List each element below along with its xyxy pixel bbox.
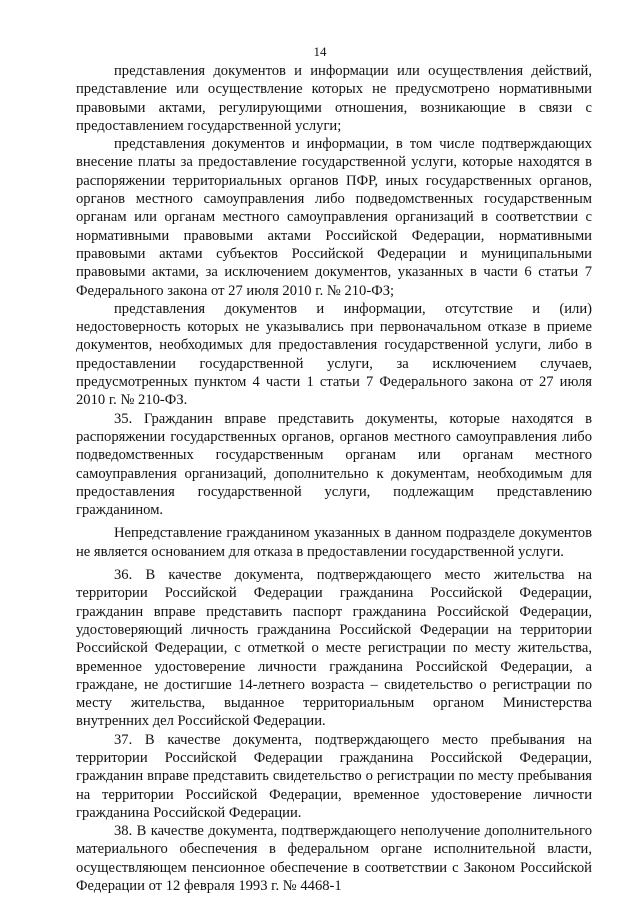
document-body [76, 62, 592, 895]
paragraph-item-38: 38. В качестве документа, подтверждающего неполучение дополнительного материального обеспечения в федеральном органе исполнительной власти, осуществляющем пенсионное обеспечение в соответствии с Законом Российской Федерации от 12 февраля 1993 г. № 4468-1 [76, 823, 592, 895]
paragraph-representation-actions: представления документов и информации или осуществления действий, представление или осуществление которых не предусмотрено нормативными правовыми актами, регулирующими отношения, возникающие в связи с предоставлением государственной услуги; [76, 63, 592, 134]
page-number: 14 [313, 44, 327, 59]
paragraph-item-35: 35. Гражданин вправе представить документы, которые находятся в распоряжении государственных органов, органов местного самоуправления либо подведомственных государственным органам или органам местного самоуправления организаций, дополнительно к документам, необходимым для предоставления государственной услуги, подлежащим представлению гражданином. [76, 410, 592, 519]
paragraph-item-36: 36. В качестве документа, подтверждающего место жительства на территории Российской Федерации гражданина Российской Федерации, гражданин вправе представить паспорт гражданина Российской Федерации, удостоверяющий личность гражданина Российской Федерации на территории Российской Федерации, с отметкой о месте регистрации по месту жительства, временное удостоверение личности гражданина Российской Федерации, а граждане, не достигшие 14-летнего возраста – свидетельство о регистрации по месту жительства, выданное территориальным органом Министерства внутренних дел Российской Федерации. [76, 567, 592, 730]
paragraph-item-37: 37. В качестве документа, подтверждающего место пребывания на территории Российской Федерации гражданина Российской Федерации, гражданин вправе представить свидетельство о регистрации по месту пребывания на территории Российской Федерации, временное удостоверение личности гражданина Российской Федерации. [76, 731, 592, 821]
paragraph-representation-documents: представления документов и информации, в том числе подтверждающих внесение платы за предоставление государственной услуги, которые находятся в распоряжении территориальных органов ПФР, иных государственных органов, органов местного самоуправления либо подведомственных государственным органам или органам местного самоуправления организаций в соответствии с нормативными правовыми актами Российской Федерации, нормативными правовыми актами субъектов Российской Федерации и муниципальными правовыми актами, за исключением документов, указанных в части 6 статьи 7 Федерального закона от 27 июля 2010 г. № 210-ФЗ; [76, 136, 592, 299]
paragraph-representation-missing-info: представления документов и информации, отсутствие и (или) недостоверность которых не указывались при первоначальном отказе в приеме документов, необходимых для предоставления государственной услуги, либо в предоставлении государственной услуги, за исключением случаев, предусмотренных пунктом 4 части 1 статьи 7 Федерального закона от 27 июля 2010 г. № 210-ФЗ. [76, 300, 592, 409]
paragraph-non-submission: Непредставление гражданином указанных в данном подразделе документов не является основанием для отказа в предоставлении государственной услуги. [76, 525, 592, 560]
